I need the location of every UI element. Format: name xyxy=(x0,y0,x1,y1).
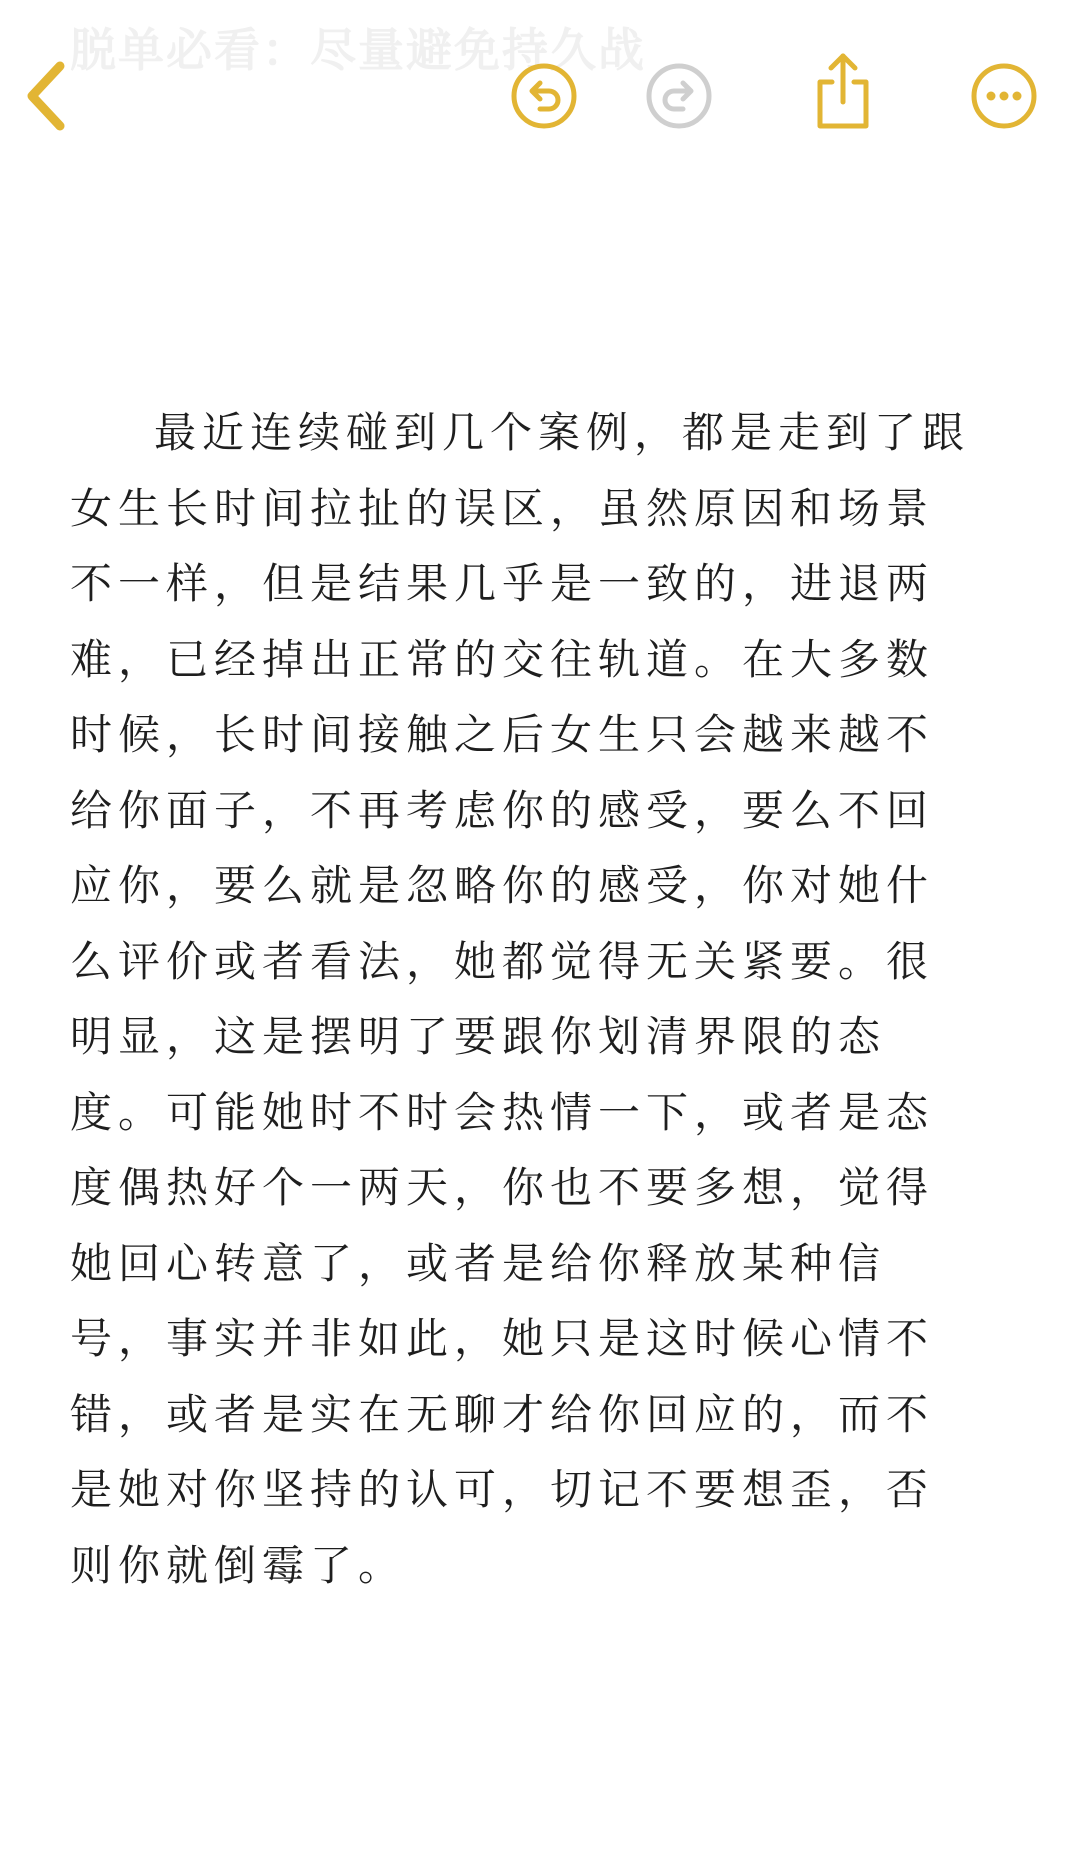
more-button[interactable] xyxy=(970,62,1038,130)
undo-icon xyxy=(510,62,578,130)
note-body-text[interactable]: 最近连续碰到几个案例，都是走到了跟女生长时间拉扯的误区，虽然原因和场景不一样，但是结果几乎是一致的，进退两难，已经掉出正常的交往轨道。在大多数时候，长时间接触之后女生只会越来越不给你面子，不再考虑你的感受，要么不回应你，要么就是忽略你的感受，你对她什么评价或者看法，她都觉得无关紧要。很明显，这是摆明了要跟你划清界限的态度。可能她时不时会热情一下，或者是态度偶热好个一两天，你也不要多想，觉得她回心转意了，或者是给你释放某种信号，事实并非如此，她只是这时候心情不错，或者是实在无聊才给你回应的，而不是她对你坚持的认可，切记不要想歪，否则你就倒霉了。 xyxy=(70,408,971,1590)
undo-button[interactable] xyxy=(510,62,578,130)
toolbar xyxy=(0,0,1080,190)
note-title: 脱单必看：尽量避免持久战 xyxy=(70,23,646,77)
back-button[interactable] xyxy=(20,56,80,136)
share-icon xyxy=(810,50,876,132)
redo-button[interactable] xyxy=(645,62,713,130)
redo-icon xyxy=(645,62,713,130)
more-icon xyxy=(970,62,1038,130)
share-button[interactable] xyxy=(810,50,876,132)
chevron-left-icon xyxy=(20,56,80,136)
